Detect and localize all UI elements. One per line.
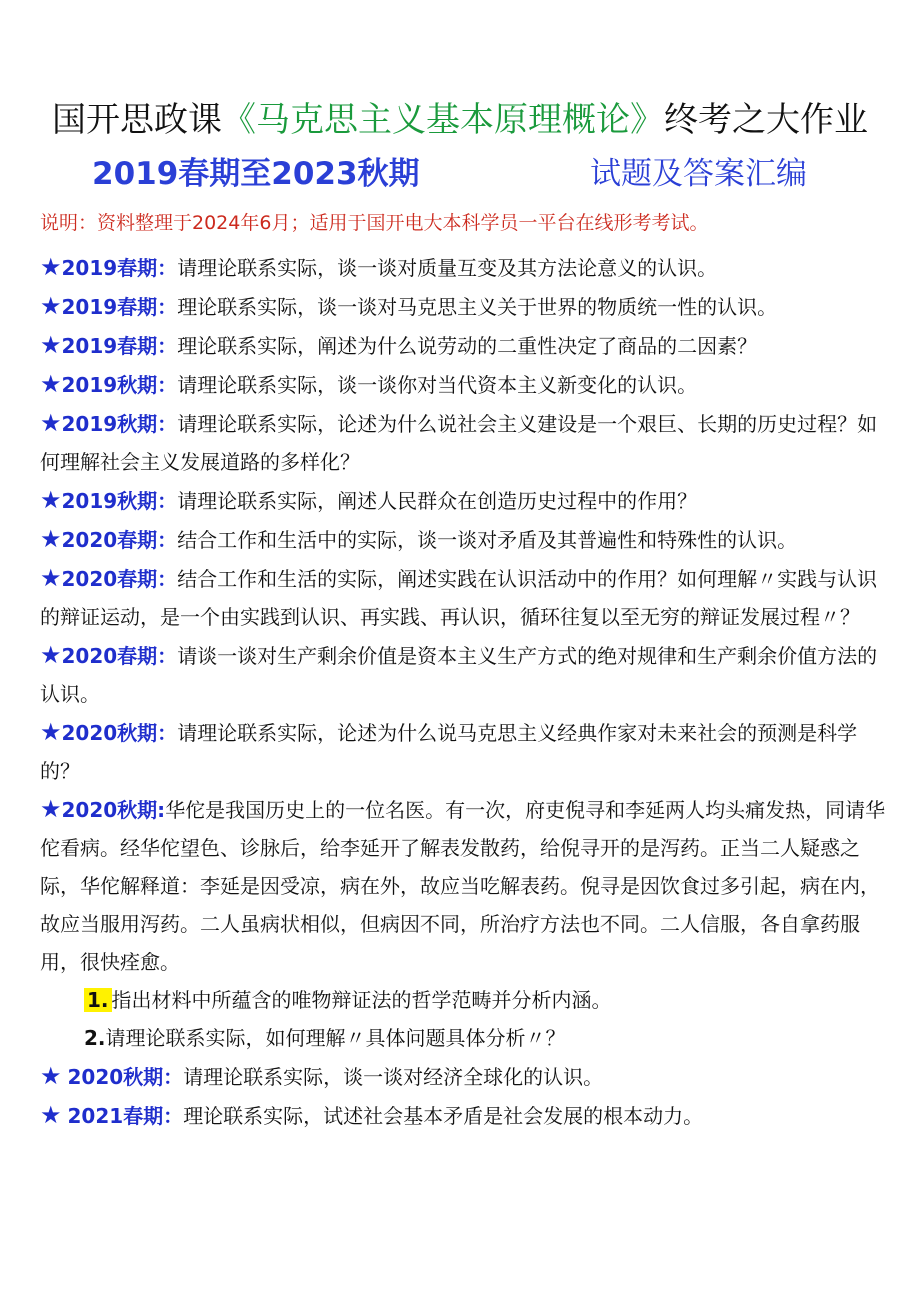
question-period-label: 2020春期：: [61, 528, 178, 552]
question-period-label: 2020秋期:: [61, 798, 166, 822]
question-text: 请谈一谈对生产剩余价值是资本主义生产方式的绝对规律和生产剩余价值方法的认识。: [40, 644, 878, 706]
star-icon: ★: [40, 564, 62, 592]
star-icon: ★: [40, 525, 62, 553]
question-item: [40, 248, 886, 287]
sub-question-number: 2.: [84, 1026, 106, 1050]
sub-question: [84, 981, 886, 1019]
title-suffix: 终考之大作业: [664, 100, 868, 140]
title-prefix: 国开思政课: [52, 100, 222, 140]
question-period-label: 2019春期：: [61, 334, 178, 358]
star-icon: ★: [40, 486, 62, 514]
question-item: [40, 520, 886, 559]
question-text: 请理论联系实际，谈一谈对质量互变及其方法论意义的认识。: [177, 256, 718, 280]
compilation-subtitle: 试题及答案汇编: [590, 156, 807, 192]
question-items-later: [40, 1057, 886, 1135]
star-icon: ★: [40, 292, 62, 320]
question-item: [40, 559, 886, 636]
star-icon: ★: [40, 1062, 62, 1090]
note-line: 说明：资料整理于2024年6月；适用于国开电大本科学员一平台在线形考考试。: [40, 212, 709, 234]
star-icon: ★: [40, 1101, 62, 1129]
question-period-label: 2020春期：: [61, 644, 178, 668]
question-text: 请理论联系实际，谈一谈对经济全球化的认识。: [183, 1065, 604, 1089]
sub-question-text: 请理论联系实际，如何理解〃具体问题具体分析〃？: [105, 1026, 566, 1050]
question-period-label: 2019秋期：: [61, 412, 178, 436]
sub-question: [84, 1019, 886, 1057]
question-period-label: 2019春期：: [61, 295, 178, 319]
question-list: [40, 248, 886, 1135]
star-icon: ★: [40, 253, 62, 281]
question-text: 结合工作和生活中的实际，谈一谈对矛盾及其普遍性和特殊性的认识。: [177, 528, 798, 552]
question-text: 理论联系实际，谈一谈对马克思主义关于世界的物质统一性的认识。: [177, 295, 778, 319]
question-item: [40, 1057, 886, 1096]
question-period-label: 2020春期：: [61, 567, 178, 591]
star-icon: ★: [40, 409, 62, 437]
question-item: [40, 790, 886, 981]
question-text: 理论联系实际，阐述为什么说劳动的二重性决定了商品的二因素？: [177, 334, 758, 358]
question-text: 请理论联系实际，阐述人民群众在创造历史过程中的作用？: [177, 489, 698, 513]
question-period-label: 2020秋期：: [67, 1065, 184, 1089]
star-icon: ★: [40, 641, 62, 669]
sub-question-number: 1.: [84, 988, 112, 1012]
question-item: [40, 365, 886, 404]
question-text: 结合工作和生活的实际，阐述实践在认识活动中的作用？如何理解〃实践与认识的辩证运动，是一个由实践到认识、再实践、再认识，循环往复以至无穷的辩证发展过程〃？: [40, 567, 878, 629]
question-items: [40, 248, 886, 981]
sub-question-list: [40, 981, 886, 1057]
question-item: [40, 1096, 886, 1135]
star-icon: ★: [40, 370, 62, 398]
question-item: [40, 404, 886, 481]
question-period-label: 2019春期：: [61, 256, 178, 280]
question-period-label: 2019秋期：: [61, 373, 178, 397]
question-period-label: 2019秋期：: [61, 489, 178, 513]
star-icon: ★: [40, 331, 62, 359]
question-item: [40, 287, 886, 326]
period-subtitle: 2019春期至2023秋期: [92, 156, 420, 192]
question-period-label: 2021春期：: [67, 1104, 184, 1128]
question-text: 请理论联系实际，论述为什么说马克思主义经典作家对未来社会的预测是科学的？: [40, 721, 858, 783]
question-item: [40, 481, 886, 520]
title-book-name: 《马克思主义基本原理概论》: [222, 100, 664, 140]
document-title: [0, 96, 920, 144]
question-text: 华佗是我国历史上的一位名医。有一次，府吏倪寻和李延两人均头痛发热，同请华佗看病。经华佗望色、诊脉后，给李延开了解表发散药，给倪寻开的是泻药。正当二人疑惑之际，华佗解释道：李延是因受凉，病在外，故应当吃解表药。倪寻是因饮食过多引起，病在内，故应当服用泻药。二人虽病状相似，但病因不同，所治疗方法也不同。二人信服，各自拿药服用，很快痊愈。: [40, 798, 886, 974]
question-text: 请理论联系实际，论述为什么说社会主义建设是一个艰巨、长期的历史过程？如何理解社会主义发展道路的多样化？: [40, 412, 878, 474]
question-text: 请理论联系实际，谈一谈你对当代资本主义新变化的认识。: [177, 373, 698, 397]
question-period-label: 2020秋期：: [61, 721, 178, 745]
star-icon: ★: [40, 795, 62, 823]
sub-question-text: 指出材料中所蕴含的唯物辩证法的哲学范畴并分析内涵。: [111, 988, 612, 1012]
question-item: [40, 326, 886, 365]
question-item: [40, 713, 886, 790]
question-text: 理论联系实际，试述社会基本矛盾是社会发展的根本动力。: [183, 1104, 704, 1128]
question-item: [40, 636, 886, 713]
star-icon: ★: [40, 718, 62, 746]
